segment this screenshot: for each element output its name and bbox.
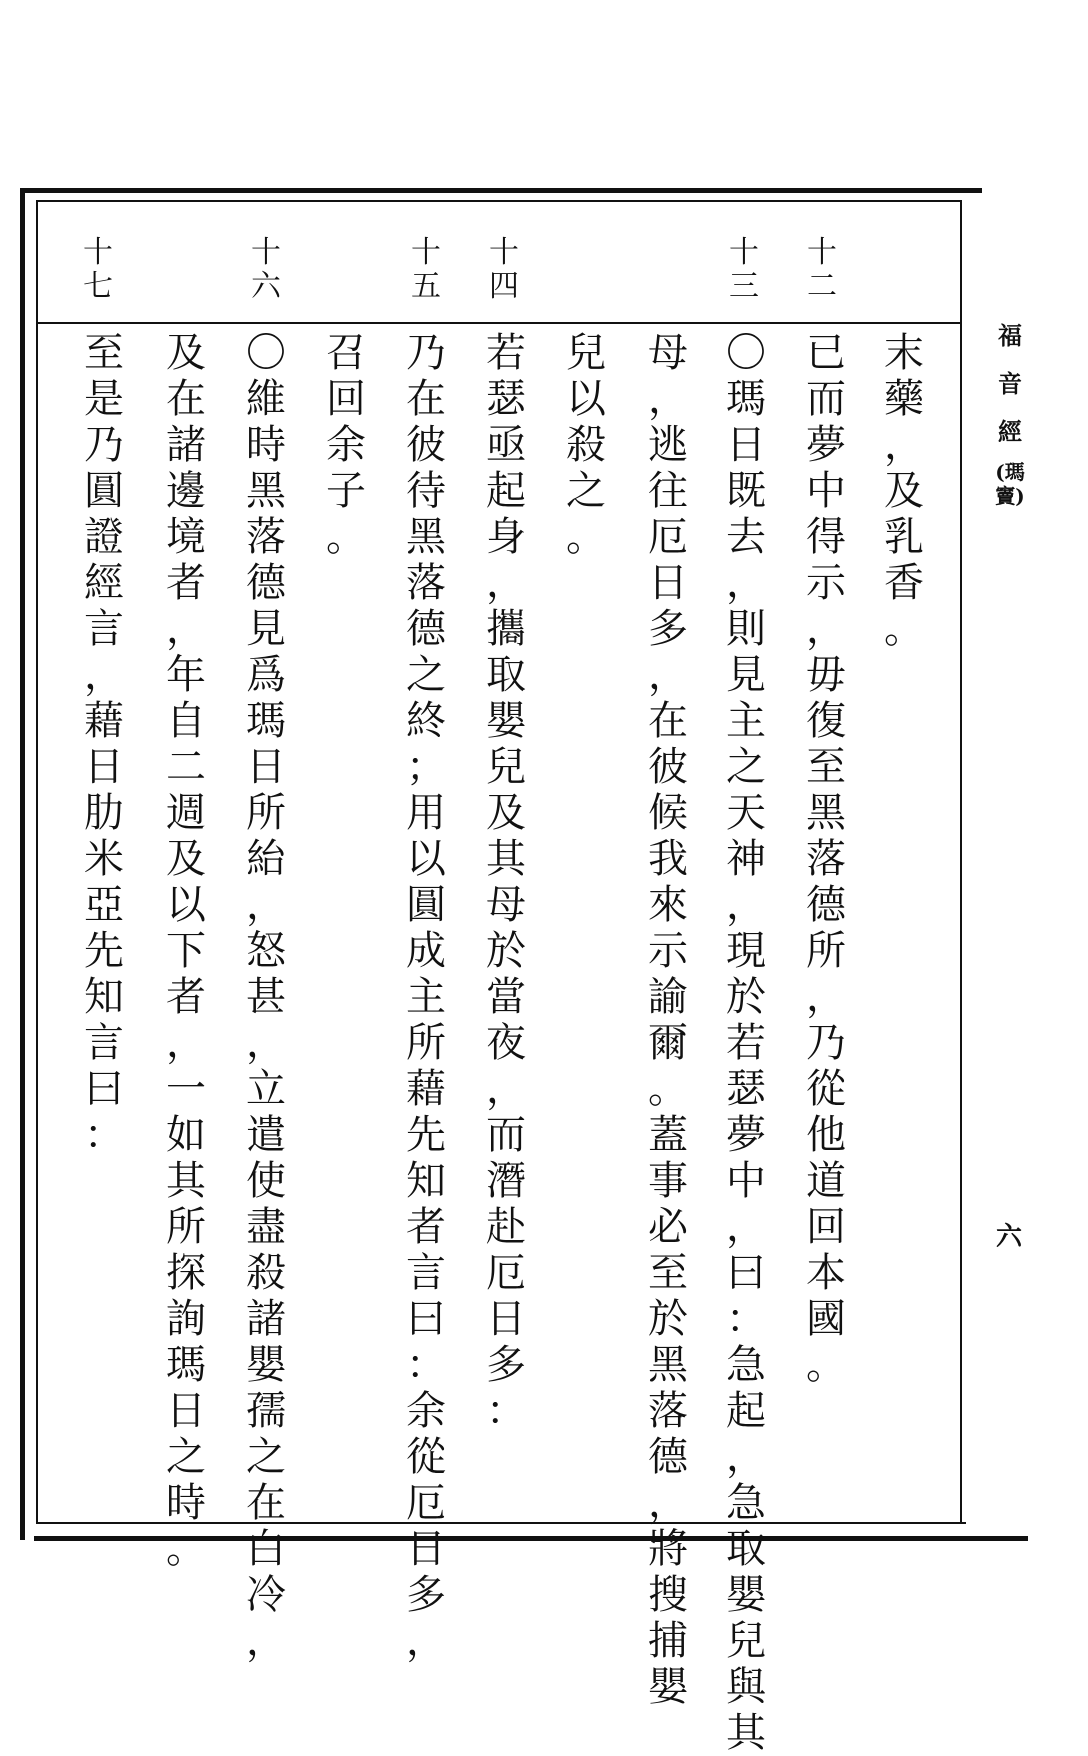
text-char: 夢 <box>806 422 846 468</box>
text-char: 來 <box>648 882 688 928</box>
text-char: 知 <box>84 974 124 1020</box>
text-char: 見 <box>246 606 286 652</box>
text-char: ， <box>726 1204 766 1250</box>
text-char: 自 <box>166 698 206 744</box>
text-char: 瑪 <box>726 376 766 422</box>
text-char: 得 <box>806 514 846 560</box>
text-char: 起 <box>486 468 526 514</box>
text-char: 黑 <box>806 790 846 836</box>
text-char: 必 <box>648 1204 688 1250</box>
text-char: 在 <box>166 376 206 422</box>
text-char: 冷 <box>246 1572 286 1618</box>
text-char: 末 <box>884 330 924 376</box>
text-char: 母 <box>648 330 688 376</box>
text-char: 既 <box>726 468 766 514</box>
text-char: 白 <box>246 1526 286 1572</box>
text-char: 〇 <box>246 330 286 376</box>
text-char: 現 <box>726 928 766 974</box>
text-char: ， <box>246 882 286 928</box>
text-char: 母 <box>486 882 526 928</box>
text-char: 圓 <box>406 882 446 928</box>
text-char: ， <box>166 1020 206 1066</box>
text-char: 爾 <box>648 1020 688 1066</box>
text-char: 主 <box>406 974 446 1020</box>
text-char: 至 <box>84 330 124 376</box>
text-char: 示 <box>648 928 688 974</box>
title-char-2: 音 <box>998 369 1022 398</box>
text-char: 若 <box>486 330 526 376</box>
text-char: 身 <box>486 514 526 560</box>
title-char-3: 經 <box>998 417 1022 446</box>
text-char: 德 <box>406 606 446 652</box>
text-char: 逃 <box>648 422 688 468</box>
text-char: 日 <box>166 1388 206 1434</box>
text-char: 道 <box>806 1158 846 1204</box>
text-char: 知 <box>406 1158 446 1204</box>
text-char: 瑟 <box>486 376 526 422</box>
text-char: 起 <box>726 1388 766 1434</box>
text-char: 盡 <box>246 1204 286 1250</box>
text-char: 如 <box>166 1112 206 1158</box>
text-char: ， <box>726 1434 766 1480</box>
text-char: 年 <box>166 652 206 698</box>
text-char: 所 <box>806 928 846 974</box>
text-char: 於 <box>648 1296 688 1342</box>
text-char: ； <box>406 744 446 790</box>
text-char: 以 <box>406 836 446 882</box>
text-char: 他 <box>806 1112 846 1158</box>
text-char: 時 <box>246 422 286 468</box>
text-char: 嬰 <box>726 1572 766 1618</box>
text-char: 境 <box>166 514 206 560</box>
text-char: ， <box>806 606 846 652</box>
text-char: 以 <box>566 376 606 422</box>
text-char: 赴 <box>486 1204 526 1250</box>
text-char: 週 <box>166 790 206 836</box>
verse-number-char: 五 <box>411 269 441 304</box>
text-char: 諸 <box>166 422 206 468</box>
text-char: ： <box>726 1296 766 1342</box>
text-char: 德 <box>806 882 846 928</box>
text-char: 黑 <box>246 468 286 514</box>
text-char: 。 <box>648 1066 688 1112</box>
verse-number-char: 三 <box>729 269 759 304</box>
text-char: 厄 <box>648 514 688 560</box>
title-char-1: 福 <box>998 321 1022 350</box>
text-char: 圓 <box>84 468 124 514</box>
verse-number-15 <box>400 236 452 304</box>
text-char: ， <box>486 560 526 606</box>
text-char: 米 <box>84 836 124 882</box>
text-column <box>560 330 612 560</box>
text-char: 嬰 <box>486 698 526 744</box>
text-char: 急 <box>726 1480 766 1526</box>
text-column <box>878 330 930 652</box>
text-char: 之 <box>726 744 766 790</box>
text-char: 去 <box>726 514 766 560</box>
text-char: 藉 <box>84 698 124 744</box>
text-char: 曰 <box>84 1066 124 1112</box>
text-char: 嬰 <box>246 1342 286 1388</box>
left-border-inner <box>36 200 38 1524</box>
text-char: 先 <box>406 1112 446 1158</box>
text-char: 用 <box>406 790 446 836</box>
text-char: 〇 <box>726 330 766 376</box>
text-char: 乃 <box>406 330 446 376</box>
top-border-outer <box>20 188 982 193</box>
text-char: 者 <box>406 1204 446 1250</box>
text-char: 言 <box>84 1020 124 1066</box>
text-char: 當 <box>486 974 526 1020</box>
text-char: 子 <box>326 468 366 514</box>
text-char: 詢 <box>166 1296 206 1342</box>
text-column <box>240 330 292 1664</box>
text-char: ， <box>486 1066 526 1112</box>
text-char: 所 <box>246 790 286 836</box>
text-char: 下 <box>166 928 206 974</box>
text-char: 與 <box>726 1664 766 1710</box>
text-char: 殺 <box>566 422 606 468</box>
text-char: 藉 <box>406 1066 446 1112</box>
text-char: 孺 <box>246 1388 286 1434</box>
page-number: 六 <box>996 1222 1023 1252</box>
verse-number-14 <box>478 236 530 304</box>
text-char: 則 <box>726 606 766 652</box>
text-column <box>400 330 452 1664</box>
text-char: 余 <box>406 1388 446 1434</box>
text-char: 召 <box>326 330 366 376</box>
text-char: 潛 <box>486 1158 526 1204</box>
text-char: 先 <box>84 928 124 974</box>
text-char: 所 <box>166 1204 206 1250</box>
text-char: 我 <box>648 836 688 882</box>
text-char: 乃 <box>84 422 124 468</box>
text-column <box>800 330 852 1388</box>
text-char: ， <box>884 422 924 468</box>
text-char: 爲 <box>246 652 286 698</box>
text-char: ， <box>166 606 206 652</box>
text-char: ： <box>406 1342 446 1388</box>
text-char: 瑪 <box>166 1342 206 1388</box>
text-char: 往 <box>648 468 688 514</box>
text-char: 德 <box>648 1434 688 1480</box>
text-char: 使 <box>246 1158 286 1204</box>
text-char: 言 <box>406 1250 446 1296</box>
text-char: 示 <box>806 560 846 606</box>
text-char: 落 <box>246 514 286 560</box>
text-char: 德 <box>246 560 286 606</box>
text-char: 在 <box>648 698 688 744</box>
text-char: 捕 <box>648 1618 688 1664</box>
text-char: 至 <box>648 1250 688 1296</box>
text-char: 黑 <box>648 1342 688 1388</box>
text-char: 在 <box>246 1480 286 1526</box>
text-char: ： <box>84 1112 124 1158</box>
text-char: ： <box>486 1388 526 1434</box>
text-char: 復 <box>806 698 846 744</box>
text-char: 回 <box>326 376 366 422</box>
text-char: 國 <box>806 1296 846 1342</box>
text-char: 經 <box>84 560 124 606</box>
text-char: 之 <box>246 1434 286 1480</box>
text-char: 余 <box>326 422 366 468</box>
text-char: 神 <box>726 836 766 882</box>
text-char: 。 <box>884 606 924 652</box>
running-title <box>992 312 1028 512</box>
text-char: 厄 <box>486 1250 526 1296</box>
text-char: 證 <box>84 514 124 560</box>
text-char: 而 <box>486 1112 526 1158</box>
text-char: 將 <box>648 1526 688 1572</box>
text-char: 日 <box>246 744 286 790</box>
text-column <box>160 330 212 1572</box>
text-char: ， <box>726 882 766 928</box>
text-char: ， <box>406 1618 446 1664</box>
verse-number-char: 四 <box>489 269 519 304</box>
text-char: 落 <box>806 836 846 882</box>
text-char: 瑪 <box>246 698 286 744</box>
text-char: 兒 <box>486 744 526 790</box>
text-char: 攜 <box>486 606 526 652</box>
text-char: 之 <box>166 1434 206 1480</box>
text-char: 及 <box>884 468 924 514</box>
text-char: ， <box>648 652 688 698</box>
text-char: 甚 <box>246 974 286 1020</box>
text-char: 從 <box>406 1434 446 1480</box>
text-char: 嬰 <box>648 1664 688 1710</box>
text-char: 肋 <box>84 790 124 836</box>
text-char: 及 <box>166 836 206 882</box>
text-column <box>642 330 694 1710</box>
text-char: 藥 <box>884 376 924 422</box>
top-border-inner <box>36 200 962 202</box>
verse-number-17 <box>72 236 124 304</box>
text-char: 及 <box>166 330 206 376</box>
text-char: 所 <box>406 1020 446 1066</box>
text-char: 維 <box>246 376 286 422</box>
text-char: 多 <box>486 1342 526 1388</box>
verse-number-13 <box>718 236 770 304</box>
text-char: 日 <box>406 1526 446 1572</box>
text-char: 之 <box>406 652 446 698</box>
text-char: 在 <box>406 376 446 422</box>
right-border <box>960 200 962 1524</box>
text-char: 言 <box>84 606 124 652</box>
text-char: 。 <box>166 1526 206 1572</box>
text-char: 而 <box>806 376 846 422</box>
verse-number-16 <box>240 236 292 304</box>
text-char: 中 <box>726 1158 766 1204</box>
text-char: ， <box>246 1618 286 1664</box>
text-char: 曰 <box>406 1296 446 1342</box>
text-char: 彼 <box>648 744 688 790</box>
text-char: 乳 <box>884 514 924 560</box>
text-char: 曰 <box>726 1250 766 1296</box>
text-char: 多 <box>648 606 688 652</box>
text-char: 成 <box>406 928 446 974</box>
text-char: 兒 <box>726 1618 766 1664</box>
text-char: ， <box>648 376 688 422</box>
text-char: 及 <box>486 790 526 836</box>
text-char: 搜 <box>648 1572 688 1618</box>
text-char: 其 <box>726 1710 766 1756</box>
text-char: 事 <box>648 1158 688 1204</box>
verse-number-char: 十 <box>83 235 113 270</box>
text-column <box>720 330 772 1756</box>
text-char: 亟 <box>486 422 526 468</box>
text-char: 以 <box>166 882 206 928</box>
text-char: 時 <box>166 1480 206 1526</box>
text-char: 黑 <box>406 514 446 560</box>
text-char: 天 <box>726 790 766 836</box>
text-char: 其 <box>166 1158 206 1204</box>
text-char: 夜 <box>486 1020 526 1066</box>
running-subtitle: (瑪竇) <box>995 460 1025 508</box>
text-char: 之 <box>566 468 606 514</box>
text-char: 夢 <box>726 1112 766 1158</box>
left-border-outer <box>20 188 25 1540</box>
text-char: 探 <box>166 1250 206 1296</box>
text-char: 待 <box>406 468 446 514</box>
verse-number-char: 六 <box>251 269 281 304</box>
text-char: 瑟 <box>726 1066 766 1112</box>
text-char: 至 <box>806 744 846 790</box>
text-char: 本 <box>806 1250 846 1296</box>
text-char: 於 <box>726 974 766 1020</box>
text-char: ， <box>726 560 766 606</box>
text-char: 乃 <box>806 1020 846 1066</box>
text-char: 香 <box>884 560 924 606</box>
text-char: 多 <box>406 1572 446 1618</box>
text-char: 終 <box>406 698 446 744</box>
text-char: 諸 <box>246 1296 286 1342</box>
text-char: ， <box>246 1020 286 1066</box>
text-char: 回 <box>806 1204 846 1250</box>
text-char: 已 <box>806 330 846 376</box>
text-char: ， <box>648 1480 688 1526</box>
text-char: 兒 <box>566 330 606 376</box>
text-char: 諭 <box>648 974 688 1020</box>
text-char: 從 <box>806 1066 846 1112</box>
text-char: ， <box>84 652 124 698</box>
text-char: 主 <box>726 698 766 744</box>
text-char: 取 <box>486 652 526 698</box>
text-char: 彼 <box>406 422 446 468</box>
text-char: 一 <box>166 1066 206 1112</box>
verse-number-char: 十 <box>729 235 759 270</box>
text-char: 日 <box>486 1296 526 1342</box>
text-char: 。 <box>566 514 606 560</box>
verse-number-char: 十 <box>807 235 837 270</box>
text-char: 毋 <box>806 652 846 698</box>
text-char: 遣 <box>246 1112 286 1158</box>
text-char: 候 <box>648 790 688 836</box>
text-char: ， <box>806 974 846 1020</box>
text-char: 落 <box>648 1388 688 1434</box>
text-char: 厄 <box>406 1480 446 1526</box>
text-char: 邊 <box>166 468 206 514</box>
verse-number-12 <box>796 236 848 304</box>
text-char: 怒 <box>246 928 286 974</box>
text-char: 者 <box>166 560 206 606</box>
text-char: 二 <box>166 744 206 790</box>
text-char: 立 <box>246 1066 286 1112</box>
verse-number-char: 十 <box>251 235 281 270</box>
verse-number-char: 十 <box>489 235 519 270</box>
text-char: 。 <box>326 514 366 560</box>
text-column <box>480 330 532 1434</box>
text-char: 急 <box>726 1342 766 1388</box>
text-char: 。 <box>806 1342 846 1388</box>
text-char: 者 <box>166 974 206 1020</box>
text-char: 取 <box>726 1526 766 1572</box>
text-char: 亞 <box>84 882 124 928</box>
text-char: 其 <box>486 836 526 882</box>
text-char: 落 <box>406 560 446 606</box>
text-char: 是 <box>84 376 124 422</box>
text-char: 紿 <box>246 836 286 882</box>
text-char: 日 <box>726 422 766 468</box>
text-char: 中 <box>806 468 846 514</box>
text-char: 若 <box>726 1020 766 1066</box>
header-divider <box>36 322 962 324</box>
text-char: 於 <box>486 928 526 974</box>
text-char: 日 <box>84 744 124 790</box>
verse-number-char: 二 <box>807 269 837 304</box>
verse-number-char: 七 <box>83 269 113 304</box>
text-char: 殺 <box>246 1250 286 1296</box>
text-char: 日 <box>648 560 688 606</box>
text-column <box>320 330 372 560</box>
text-column <box>78 330 130 1158</box>
text-char: 蓋 <box>648 1112 688 1158</box>
text-char: 見 <box>726 652 766 698</box>
verse-number-char: 十 <box>411 235 441 270</box>
